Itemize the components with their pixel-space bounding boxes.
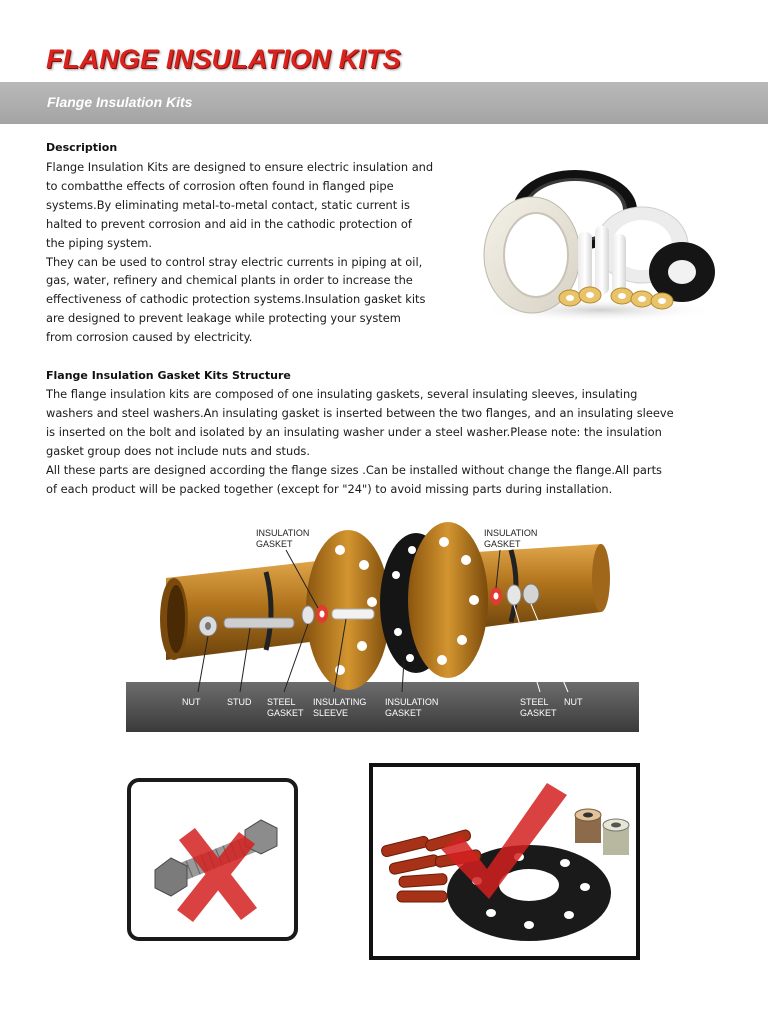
structure-heading: Flange Insulation Gasket Kits Structure bbox=[46, 369, 291, 382]
wrong-example-image bbox=[127, 778, 298, 941]
structure-line: All these parts are designed according the flange sizes .Can be installed without change the flange.All parts bbox=[46, 462, 662, 477]
structure-line: The flange insulation kits are composed of one insulating gaskets, several insulating sleeves, insulating bbox=[46, 387, 638, 401]
label-insulation-gasket-left bbox=[256, 528, 309, 550]
structure-line: of each product will be packed together (except for "24") to avoid missing parts during installation. bbox=[46, 481, 613, 496]
description-line: from corrosion caused by electricity. bbox=[46, 330, 253, 345]
section-band bbox=[0, 82, 768, 124]
description-line: to combatthe effects of corrosion often found in flanged pipe bbox=[46, 178, 394, 193]
description-line: gas, water, refinery and chemical plants in order to increase the bbox=[46, 273, 413, 288]
right-example-image bbox=[369, 763, 640, 960]
kit-product-photo bbox=[470, 160, 720, 325]
label-line: STEEL bbox=[267, 697, 296, 707]
description-line: Flange Insulation Kits are designed to ensure electric insulation and bbox=[46, 160, 434, 174]
label-line: GASKET bbox=[484, 539, 521, 549]
description-line: the piping system. bbox=[46, 235, 152, 250]
label-steel-gasket-left bbox=[267, 697, 304, 719]
structure-line: is inserted on the bolt and isolated by an insulating washer under a steel washer.Please note: the insulation bbox=[46, 424, 662, 439]
label-line: INSULATING bbox=[313, 697, 367, 707]
section-band-title: Flange Insulation Kits bbox=[47, 94, 193, 110]
structure-text bbox=[46, 385, 726, 498]
label-insulation-gasket-right bbox=[484, 528, 537, 550]
label-nut-right: NUT bbox=[564, 697, 583, 707]
assembly-diagram bbox=[126, 520, 639, 732]
description-line: effectiveness of cathodic protection systems.Insulation gasket kits bbox=[46, 292, 426, 307]
label-line: STEEL bbox=[520, 697, 549, 707]
label-line: GASKET bbox=[385, 708, 422, 718]
label-line: SLEEVE bbox=[313, 708, 349, 718]
description-line: halted to prevent corrosion and aid in the cathodic protection of bbox=[46, 216, 412, 231]
structure-line: washers and steel washers.An insulating gasket is inserted between the two flanges, and an insulating sleeve bbox=[46, 405, 674, 420]
description-text bbox=[46, 158, 471, 347]
label-insulation-gasket-bottom bbox=[385, 697, 438, 719]
label-insulating-sleeve bbox=[313, 697, 366, 719]
label-line: GASKET bbox=[267, 708, 304, 718]
label-line: GASKET bbox=[520, 708, 557, 718]
structure-line: gasket group does not include nuts and studs. bbox=[46, 443, 310, 458]
label-steel-gasket-right bbox=[520, 697, 557, 719]
label-line: GASKET bbox=[256, 539, 293, 549]
label-line: INSULATION bbox=[385, 697, 439, 707]
label-line: INSULATION bbox=[484, 528, 538, 538]
label-line: INSULATION bbox=[256, 528, 310, 538]
description-line: They can be used to control stray electric currents in piping at oil, bbox=[46, 254, 423, 269]
label-nut-left: NUT bbox=[182, 697, 201, 707]
page-title: FLANGE INSULATION KITS bbox=[46, 44, 401, 74]
description-line: are designed to prevent leakage while protecting your system bbox=[46, 311, 401, 326]
description-heading: Description bbox=[46, 141, 118, 154]
description-line: systems.By eliminating metal-to-metal contact, static current is bbox=[46, 197, 410, 212]
label-stud: STUD bbox=[227, 697, 252, 707]
